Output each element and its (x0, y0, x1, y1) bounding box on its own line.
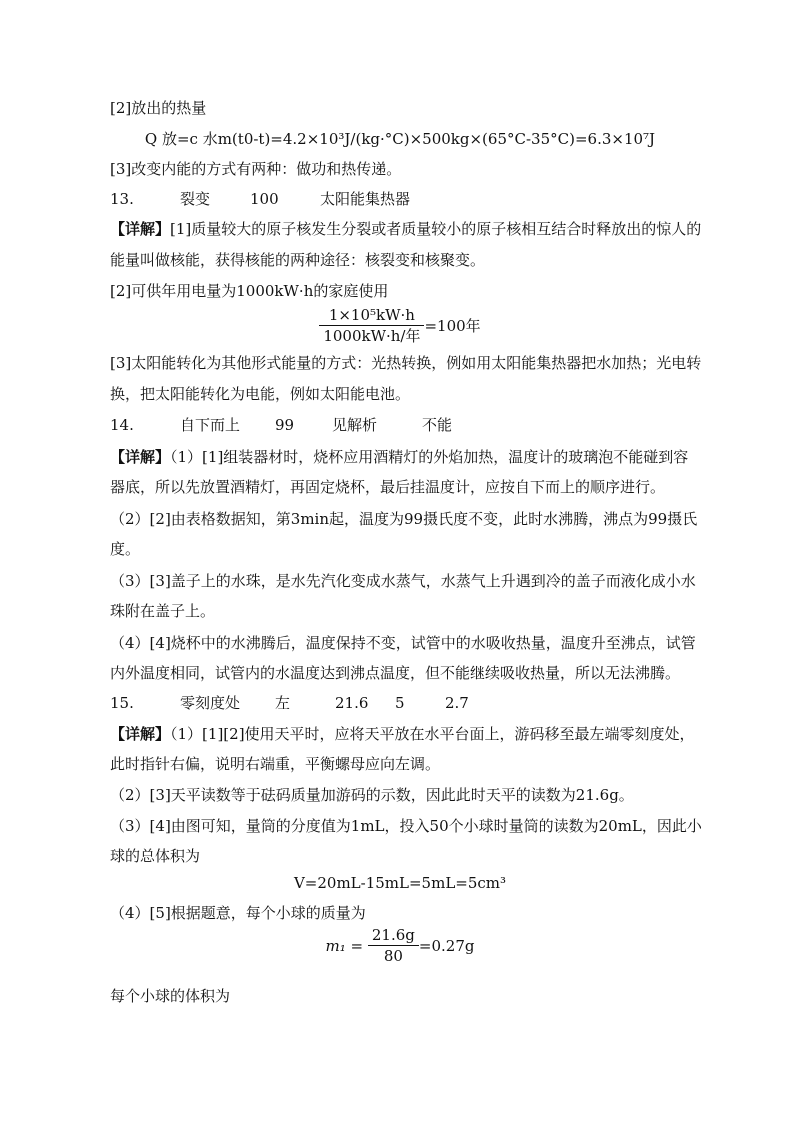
mass-lhs: m₁ = (325, 936, 364, 955)
answer-1: 零刻度处 (180, 694, 241, 712)
question-number: 14. (110, 416, 134, 434)
detail-text: （1）[1][2]使用天平时，应将天平放在水平台面上，游码移至最左端零刻度处， (170, 725, 695, 743)
s15-detail-1a (110, 723, 710, 745)
answer-3: 太阳能集热器 (320, 190, 411, 208)
question-number: 15. (110, 694, 134, 712)
s14-detail-4a: （4）[4]烧杯中的水沸腾后，温度保持不变，试管中的水吸收热量，温度升至沸点，试管 (110, 634, 696, 652)
s14-detail-3b: 珠附在盖子上。 (110, 602, 216, 620)
formula-volume: V=20mL-15mL=5mL=5cm³ (293, 874, 507, 892)
fraction-numerator: 1×10⁵kW·h (319, 305, 424, 326)
fraction-result: =100年 (424, 316, 481, 335)
formula-years (0, 305, 800, 349)
detail-label: 【详解】 (110, 220, 171, 238)
s12-p2: [2]放出的热量 (110, 99, 207, 117)
answer-1: 裂变 (180, 190, 211, 208)
detail-label: 【详解】 (110, 725, 171, 743)
answer-1: 自下而上 (180, 416, 241, 434)
s14-detail-2b: 度。 (110, 540, 141, 558)
answer-row-14 (110, 414, 710, 436)
fraction (319, 305, 424, 346)
s15-detail-5: 每个小球的体积为 (110, 987, 231, 1005)
s13-detail-3b: 换，把太阳能转化为电能，例如太阳能电池。 (110, 385, 411, 403)
s13-detail-2: [2]可供年用电量为1000kW·h的家庭使用 (110, 282, 389, 300)
s14-detail-1a (110, 446, 710, 468)
answer-2: 100 (250, 190, 279, 208)
s12-p3: [3]改变内能的方式有两种：做功和热传递。 (110, 160, 402, 178)
s13-detail-1a (110, 218, 710, 240)
s13-detail-1b: 能量叫做核能，获得核能的两种途径：核裂变和核聚变。 (110, 251, 486, 269)
answer-3: 21.6 (335, 694, 369, 712)
fraction-result: =0.27g (418, 936, 475, 955)
s15-detail-2: （2）[3]天平读数等于砝码质量加游码的示数，因此此时天平的读数为21.6g。 (110, 786, 634, 804)
detail-text: （1）[1]组装器材时，烧杯应用酒精灯的外焰加热，温度计的玻璃泡不能碰到容 (170, 448, 689, 466)
s14-detail-4b: 内外温度相同，试管内的水温度达到沸点温度，但不能继续吸收热量，所以无法沸腾。 (110, 664, 681, 682)
s14-detail-2a: （2）[2]由表格数据知，第3min起，温度为99摄氏度不变，此时水沸腾，沸点为99摄氏 (110, 510, 698, 528)
answer-row-15 (110, 692, 710, 714)
answer-2: 左 (275, 694, 291, 712)
s15-detail-1b: 此时指针右偏，说明右端重，平衡螺母应向左调。 (110, 755, 441, 773)
fraction-numerator: 21.6g (368, 925, 419, 946)
s14-detail-3a: （3）[3]盖子上的水珠，是水先汽化变成水蒸气，水蒸气上升遇到冷的盖子而液化成小水 (110, 572, 696, 590)
question-number: 13. (110, 190, 134, 208)
s15-detail-3b: 球的总体积为 (110, 847, 201, 865)
answer-2: 99 (275, 416, 295, 434)
formula-heat-released: Q 放=c 水m(t0-t)=4.2×10³J/(kg·°C)×500kg×(65°C-35°C)=6.3×10⁷J (144, 130, 656, 148)
detail-label: 【详解】 (110, 448, 171, 466)
answer-4: 不能 (422, 416, 453, 434)
s15-detail-4: （4）[5]根据题意，每个小球的质量为 (110, 904, 366, 922)
answer-row-13 (110, 188, 710, 210)
answer-5: 2.7 (445, 694, 469, 712)
formula-mass (0, 925, 800, 969)
s15-detail-3a: （3）[4]由图可知，量筒的分度值为1mL，投入50个小球时量筒的读数为20mL，因此小 (110, 817, 702, 835)
fraction-denominator: 1000kW·h/年 (323, 327, 421, 345)
s13-detail-3a: [3]太阳能转化为其他形式能量的方式：光热转换，例如用太阳能集热器把水加热；光电转 (110, 354, 702, 372)
answer-3: 见解析 (332, 416, 378, 434)
s14-detail-1b: 器底，所以先放置酒精灯，再固定烧杯，最后挂温度计，应按自下而上的顺序进行。 (110, 478, 666, 496)
fraction (368, 925, 419, 966)
detail-text: [1]质量较大的原子核发生分裂或者质量较小的原子核相互结合时释放出的惊人的 (170, 220, 702, 238)
fraction-denominator: 80 (383, 947, 403, 965)
answer-4: 5 (395, 694, 405, 712)
